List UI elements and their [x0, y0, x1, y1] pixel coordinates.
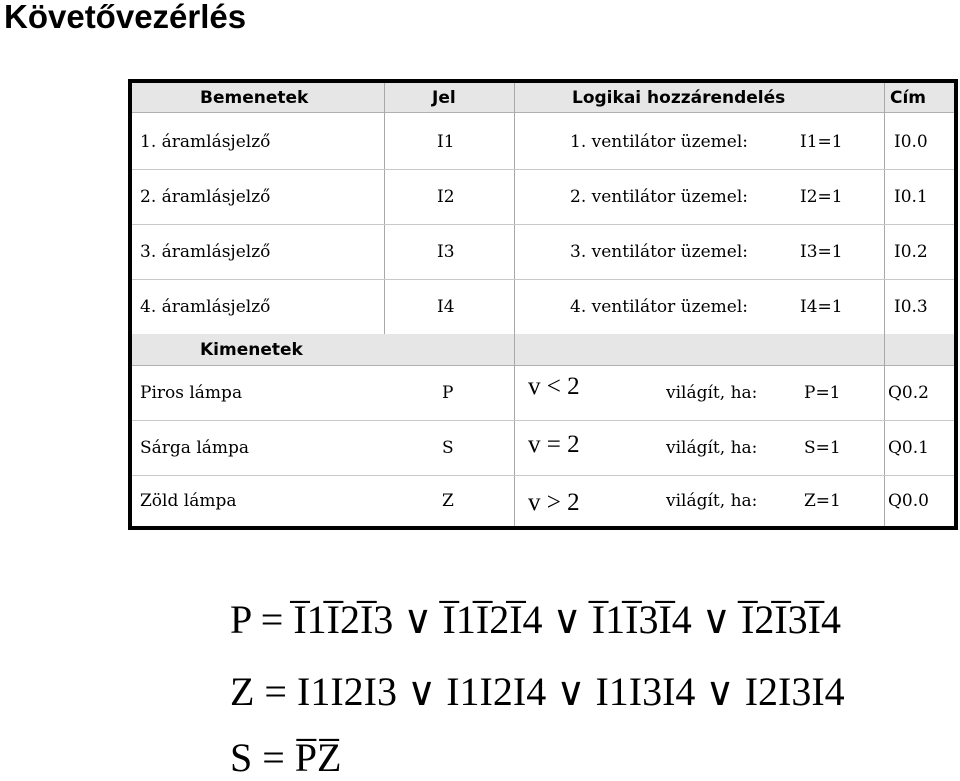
formula-s-text: S = P̅Z̅: [230, 735, 342, 780]
header-address: Cím: [890, 87, 927, 108]
output-signal: S: [442, 437, 454, 458]
col-sep: [514, 334, 515, 526]
input-address: I0.0: [894, 131, 928, 152]
output-condition: v > 2: [528, 489, 580, 516]
output-address: Q0.1: [888, 437, 929, 458]
output-name: Piros lámpa: [140, 382, 243, 403]
formula-z-text: Z = I1I2I3 ∨ I1I2I4 ∨ I1I3I4 ∨ I2I3I4: [230, 669, 845, 714]
input-equation: I2=1: [800, 186, 843, 207]
output-address: Q0.0: [888, 490, 929, 511]
output-logic: világít, ha:: [666, 490, 758, 511]
col-sep: [884, 83, 885, 526]
input-logic: 4. ventilátor üzemel:: [570, 296, 748, 317]
output-signal: Z: [442, 490, 454, 511]
input-signal: I4: [437, 296, 455, 317]
formula-p: [230, 596, 841, 643]
output-name: Zöld lámpa: [140, 490, 237, 511]
input-address: I0.3: [894, 296, 928, 317]
page-title: Követővezérlés: [4, 0, 247, 35]
input-signal: I3: [437, 241, 455, 262]
io-assignment-table: [128, 79, 958, 530]
input-address: I0.1: [894, 186, 928, 207]
input-logic: 2. ventilátor üzemel:: [570, 186, 748, 207]
output-equation: S=1: [804, 437, 841, 458]
output-signal: P: [442, 382, 454, 403]
header-signal: Jel: [432, 87, 456, 108]
output-address: Q0.2: [888, 382, 929, 403]
input-name: 1. áramlásjelző: [140, 131, 271, 152]
input-address: I0.2: [894, 241, 928, 262]
input-equation: I3=1: [800, 241, 843, 262]
header-outputs: Kimenetek: [200, 339, 303, 360]
formula-p-text: P = I̅1I̅2I̅3 ∨ I̅1I̅2I̅4 ∨ I̅1I̅3I̅4 ∨ I̅2I̅3I̅4: [230, 597, 841, 642]
input-logic: 1. ventilátor üzemel:: [570, 131, 748, 152]
output-logic: világít, ha:: [666, 382, 758, 403]
formula-z: [230, 668, 845, 715]
output-logic: világít, ha:: [666, 437, 758, 458]
col-sep: [384, 83, 385, 334]
output-condition: v = 2: [528, 431, 580, 458]
output-name: Sárga lámpa: [140, 437, 250, 458]
input-equation: I1=1: [800, 131, 843, 152]
input-name: 2. áramlásjelző: [140, 186, 271, 207]
output-equation: Z=1: [804, 490, 841, 511]
input-logic: 3. ventilátor üzemel:: [570, 241, 748, 262]
input-signal: I2: [437, 186, 455, 207]
input-signal: I1: [437, 131, 455, 152]
col-sep: [514, 83, 515, 334]
input-name: 4. áramlásjelző: [140, 296, 271, 317]
header-inputs: Bemenetek: [200, 87, 309, 108]
formula-s: [230, 734, 341, 781]
input-name: 3. áramlásjelző: [140, 241, 271, 262]
header-logic: Logikai hozzárendelés: [572, 87, 786, 108]
input-equation: I4=1: [800, 296, 843, 317]
output-condition: v < 2: [528, 373, 580, 400]
output-equation: P=1: [804, 382, 841, 403]
